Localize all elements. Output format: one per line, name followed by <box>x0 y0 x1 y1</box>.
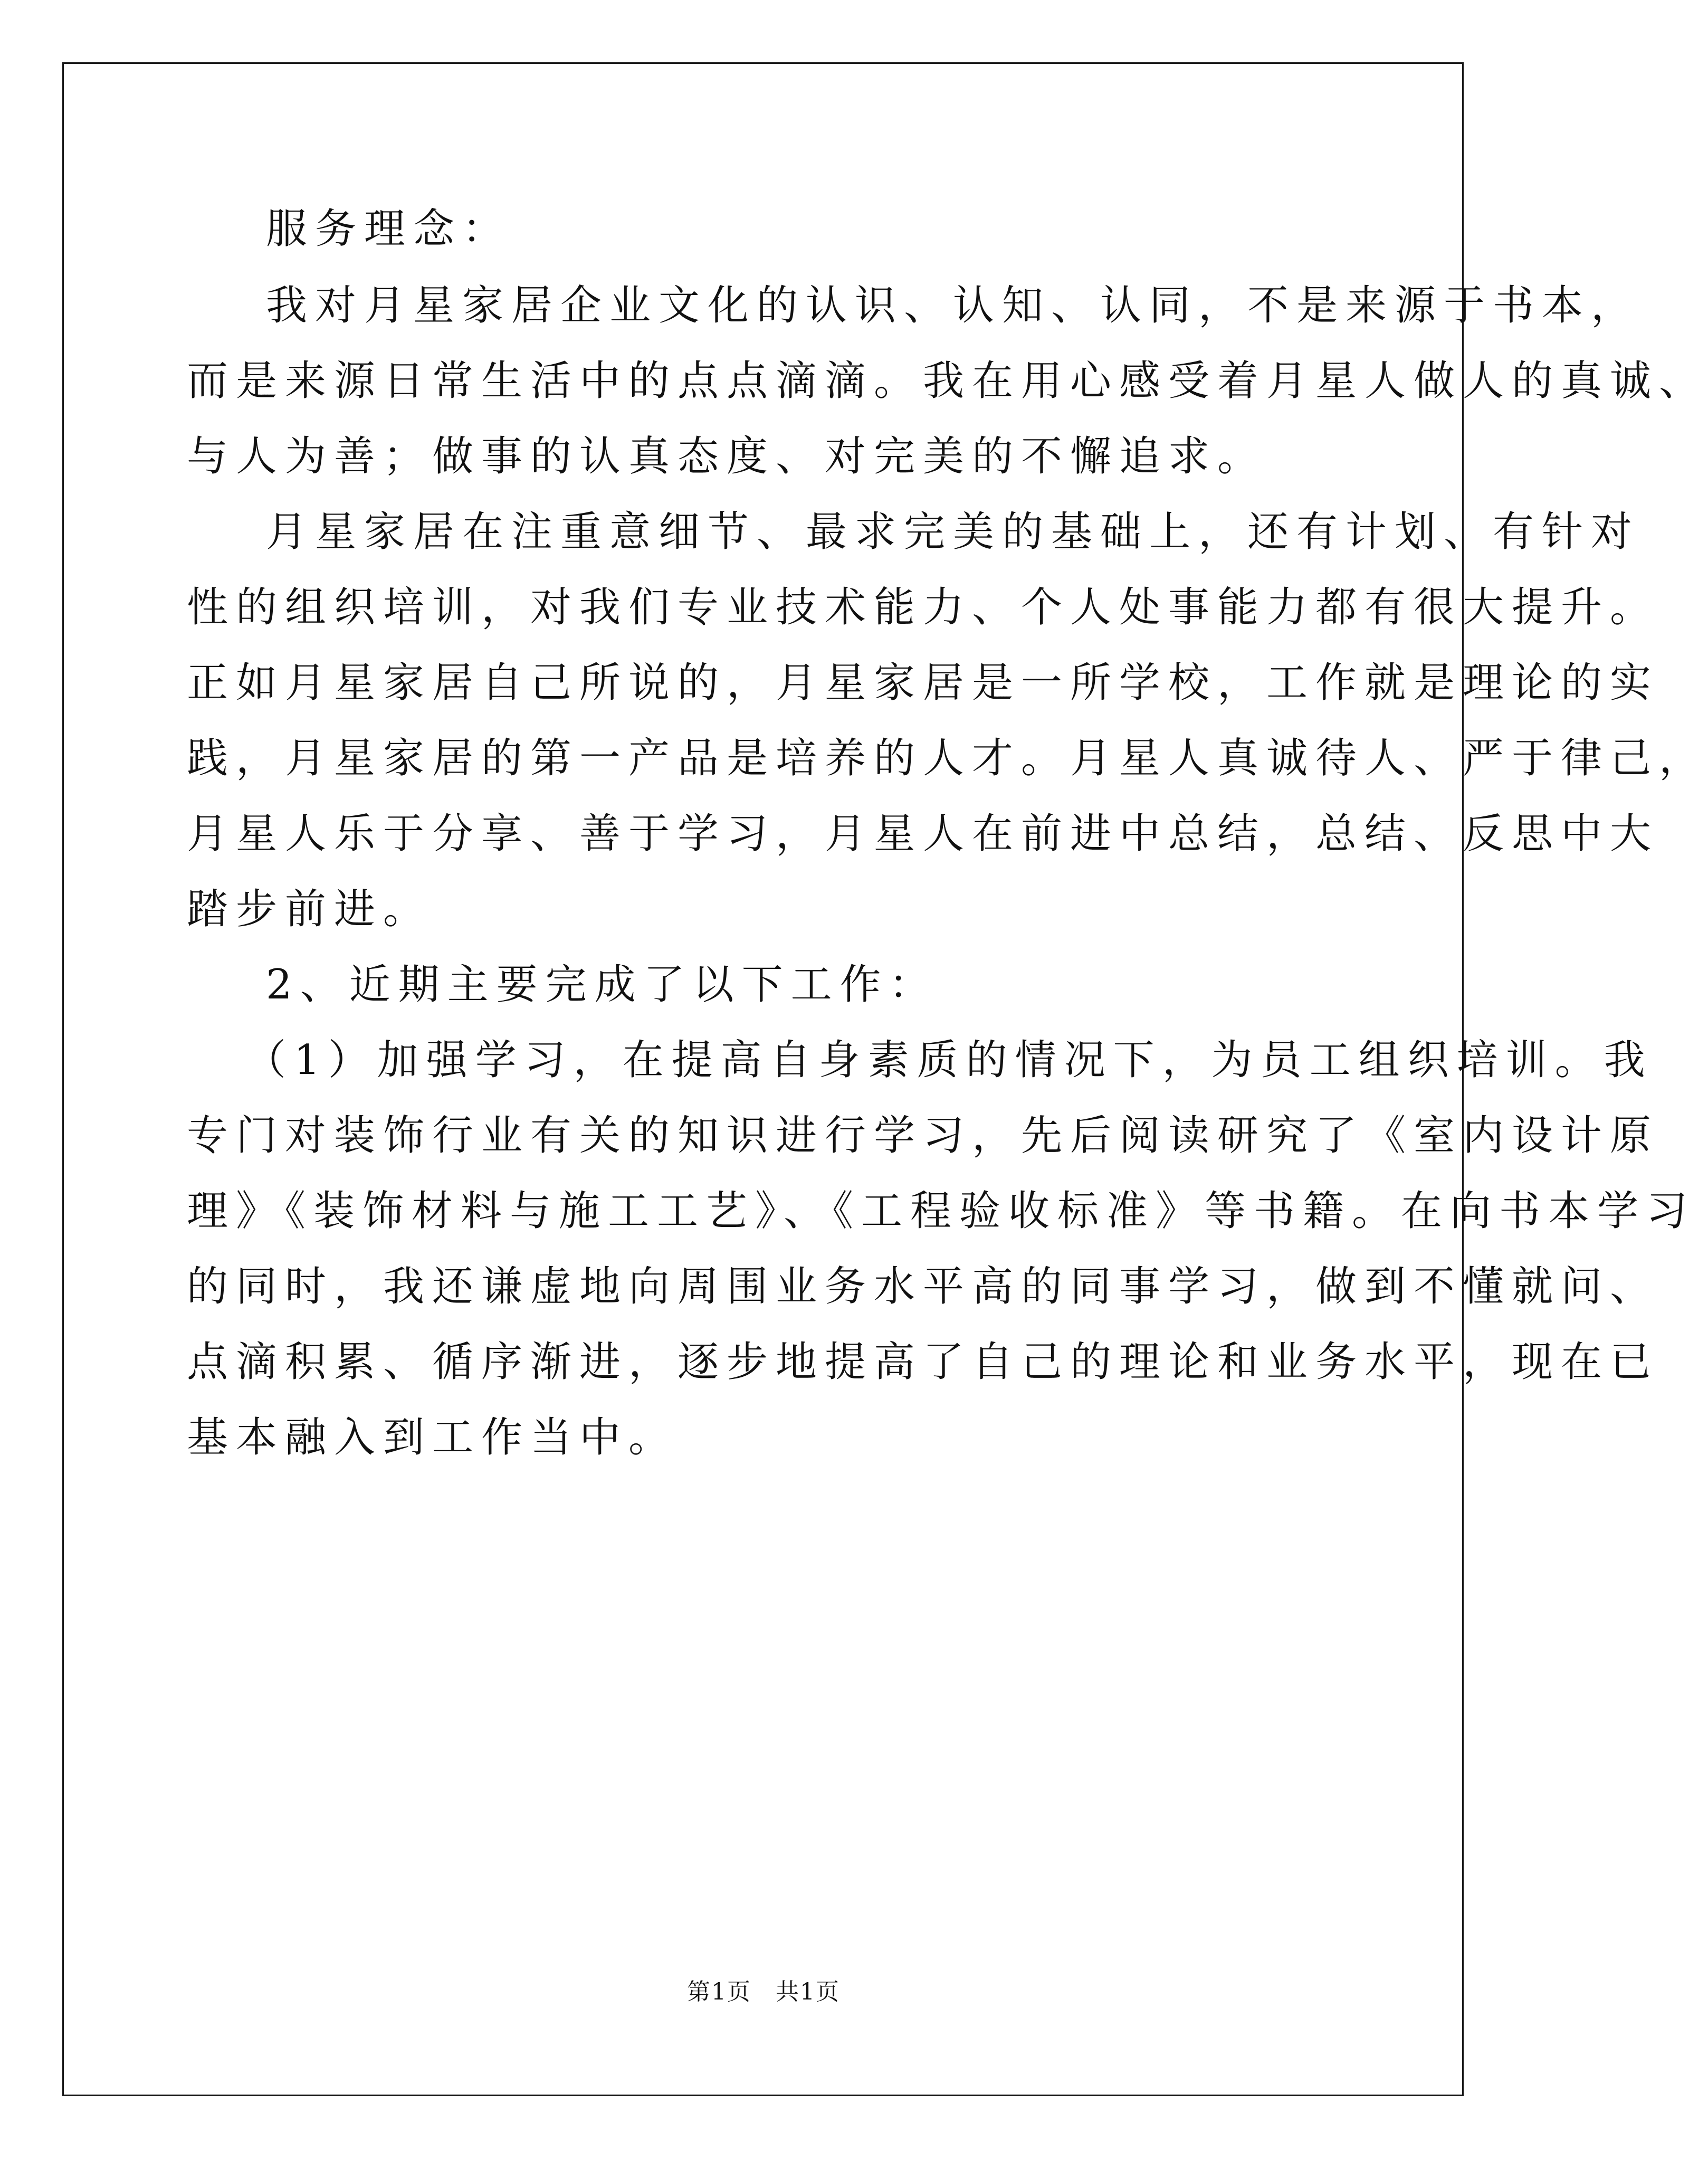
text-line: （1）加强学习，在提高自身素质的情况下，为员工组织培训。我 <box>245 1036 1653 1084</box>
text-line: 基本融入到工作当中。 <box>187 1414 678 1461</box>
section-heading: 2、近期主要完成了以下工作： <box>266 961 938 1008</box>
text-line: 践，月星家居的第一产品是培养的人才。月星人真诚待人、严于律己， <box>187 735 1708 782</box>
text-line: 正如月星家居自己所说的，月星家居是一所学校，工作就是理论的实 <box>187 659 1659 707</box>
section-heading: 服务理念： <box>266 205 512 253</box>
text-line: 与人为善；做事的认真态度、对完美的不懈追求。 <box>187 433 1267 480</box>
page-footer: 第1页 共1页 <box>687 1978 840 2005</box>
text-line: 月星家居在注重意细节、最求完美的基础上，还有计划、有针对 <box>266 508 1640 556</box>
text-line: 理》《装饰材料与施工工艺》、《工程验收标准》等书籍。在向书本学习 <box>187 1187 1696 1235</box>
text-line: 点滴积累、循序渐进，逐步地提高了自己的理论和业务水平，现在已 <box>187 1338 1659 1386</box>
text-line: 月星人乐于分享、善于学习，月星人在前进中总结，总结、反思中大 <box>187 810 1659 858</box>
text-line: 而是来源日常生活中的点点滴滴。我在用心感受着月星人做人的真诚、 <box>187 357 1708 405</box>
text-line: 踏步前进。 <box>187 886 433 933</box>
text-line: 我对月星家居企业文化的认识、认知、认同，不是来源于书本， <box>266 282 1640 329</box>
text-line: 专门对装饰行业有关的知识进行学习，先后阅读研究了《室内设计原 <box>187 1112 1659 1159</box>
text-line: 性的组织培训，对我们专业技术能力、个人处事能力都有很大提升。 <box>187 584 1659 631</box>
text-line: 的同时，我还谦虚地向周围业务水平高的同事学习，做到不懂就问、 <box>187 1263 1659 1310</box>
